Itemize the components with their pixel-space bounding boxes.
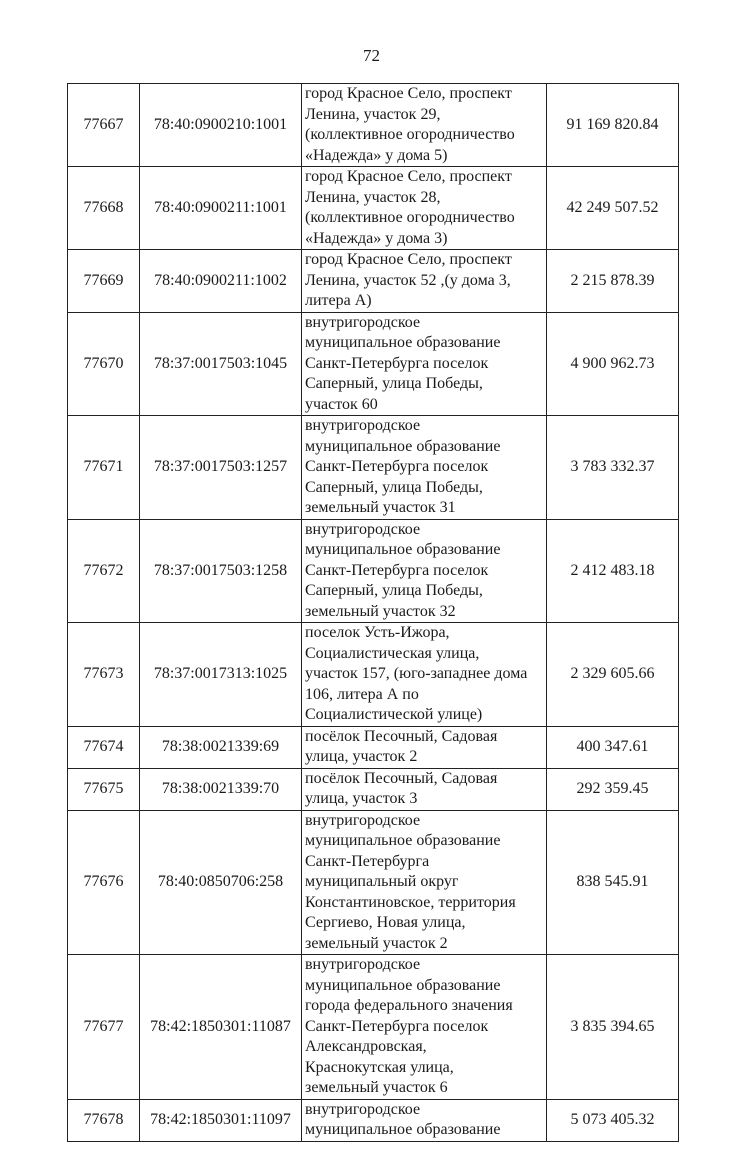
cadastral-value-cell: 3 783 332.37 bbox=[547, 416, 679, 520]
address-line: муниципальный округ bbox=[305, 873, 459, 890]
address-line: литера А) bbox=[305, 292, 372, 309]
cadastral-value-cell: 2 412 483.18 bbox=[547, 519, 679, 623]
address-line: город Красное Село, проспект bbox=[305, 85, 512, 102]
row-number-cell: 77673 bbox=[68, 623, 140, 727]
address-line: Ленина, участок 52 ,(у дома 3, bbox=[305, 271, 511, 289]
address-line: Саперный, улица Победы, bbox=[305, 375, 483, 392]
row-number-cell: 77678 bbox=[68, 1099, 140, 1141]
cadastral-number-cell: 78:38:0021339:70 bbox=[140, 768, 302, 810]
row-number-cell: 77668 bbox=[68, 167, 140, 250]
address-cell bbox=[302, 623, 547, 727]
row-number-cell: 77677 bbox=[68, 955, 140, 1100]
address-line: Сергиево, Новая улица, bbox=[305, 914, 466, 931]
registry-table bbox=[67, 83, 679, 1142]
address-line: город Красное Село, проспект bbox=[305, 251, 512, 268]
address-cell bbox=[302, 768, 547, 810]
address-line: муниципальное образование bbox=[305, 437, 501, 455]
address-line: города федерального значения bbox=[305, 997, 513, 1014]
address-line: Санкт-Петербурга поселок bbox=[305, 354, 489, 372]
row-number-cell: 77672 bbox=[68, 519, 140, 623]
cadastral-number-cell: 78:38:0021339:69 bbox=[140, 726, 302, 768]
address-cell bbox=[302, 1099, 547, 1141]
cadastral-value-cell: 2 329 605.66 bbox=[547, 623, 679, 727]
row-number-cell: 77676 bbox=[68, 810, 140, 955]
table-row bbox=[68, 810, 679, 955]
cadastral-number-cell: 78:42:1850301:11087 bbox=[140, 955, 302, 1100]
address-line: Ленина, участок 29, bbox=[305, 105, 441, 123]
cadastral-value-cell: 42 249 507.52 bbox=[547, 167, 679, 250]
address-line: внутригородское bbox=[305, 811, 421, 829]
row-number-cell: 77671 bbox=[68, 416, 140, 520]
cadastral-number-cell: 78:37:0017503:1258 bbox=[140, 519, 302, 623]
address-line: Александровская, bbox=[305, 1038, 427, 1055]
table-row bbox=[68, 84, 679, 167]
address-cell bbox=[302, 810, 547, 955]
registry-table-body bbox=[68, 84, 679, 1142]
address-line: внутригородское bbox=[305, 313, 421, 331]
cadastral-value-cell: 5 073 405.32 bbox=[547, 1099, 679, 1141]
cadastral-value-cell: 3 835 394.65 bbox=[547, 955, 679, 1100]
address-line: посёлок Песочный, Садовая bbox=[305, 769, 498, 787]
address-line: земельный участок 2 bbox=[305, 934, 448, 952]
address-line: внутригородское bbox=[305, 417, 421, 434]
address-line: муниципальное образование bbox=[305, 541, 501, 558]
table-row bbox=[68, 768, 679, 810]
address-line: Константиновское, территория bbox=[305, 893, 516, 911]
address-line: Санкт-Петербурга bbox=[305, 852, 430, 870]
cadastral-number-cell: 78:40:0900211:1001 bbox=[140, 167, 302, 250]
row-number-cell: 77674 bbox=[68, 726, 140, 768]
address-line: «Надежда» у дома 5) bbox=[305, 146, 448, 164]
address-line: внутригородское bbox=[305, 520, 421, 538]
address-line: (коллективное огородничество bbox=[305, 126, 515, 143]
cadastral-value-cell: 292 359.45 bbox=[547, 768, 679, 810]
table-row bbox=[68, 416, 679, 520]
address-line: Социалистической улице) bbox=[305, 706, 483, 723]
cadastral-value-cell: 2 215 878.39 bbox=[547, 250, 679, 313]
address-line: Краснокутская улица, bbox=[305, 1058, 454, 1076]
address-line: город Красное Село, проспект bbox=[305, 168, 512, 185]
address-line: улица, участок 3 bbox=[305, 790, 418, 807]
address-line: земельный участок 32 bbox=[305, 602, 456, 620]
table-row bbox=[68, 167, 679, 250]
cadastral-value-cell: 838 545.91 bbox=[547, 810, 679, 955]
address-cell bbox=[302, 726, 547, 768]
cadastral-number-cell: 78:37:0017503:1045 bbox=[140, 312, 302, 416]
address-line: «Надежда» у дома 3) bbox=[305, 229, 448, 247]
address-line: участок 157, (юго-западнее дома bbox=[305, 665, 528, 682]
cadastral-number-cell: 78:40:0850706:258 bbox=[140, 810, 302, 955]
row-number-cell: 77675 bbox=[68, 768, 140, 810]
address-line: внутригородское bbox=[305, 956, 421, 973]
table-row bbox=[68, 623, 679, 727]
cadastral-value-cell: 400 347.61 bbox=[547, 726, 679, 768]
address-line: улица, участок 2 bbox=[305, 748, 418, 765]
address-line: Социалистическая улица, bbox=[305, 644, 480, 662]
table-row bbox=[68, 726, 679, 768]
table-row bbox=[68, 1099, 679, 1141]
table-row bbox=[68, 312, 679, 416]
cadastral-number-cell: 78:37:0017313:1025 bbox=[140, 623, 302, 727]
address-line: земельный участок 31 bbox=[305, 499, 456, 516]
address-line: (коллективное огородничество bbox=[305, 209, 515, 226]
cadastral-number-cell: 78:37:0017503:1257 bbox=[140, 416, 302, 520]
address-line: Саперный, улица Победы, bbox=[305, 478, 483, 496]
address-line: поселок Усть-Ижора, bbox=[305, 624, 450, 641]
cadastral-value-cell: 91 169 820.84 bbox=[547, 84, 679, 167]
cadastral-number-cell: 78:42:1850301:11097 bbox=[140, 1099, 302, 1141]
row-number-cell: 77669 bbox=[68, 250, 140, 313]
row-number-cell: 77667 bbox=[68, 84, 140, 167]
address-line: Саперный, улица Победы, bbox=[305, 582, 483, 599]
address-line: муниципальное образование bbox=[305, 976, 501, 994]
table-row bbox=[68, 250, 679, 313]
page-number: 72 bbox=[363, 46, 380, 65]
address-line: Ленина, участок 28, bbox=[305, 188, 441, 206]
address-cell bbox=[302, 312, 547, 416]
cadastral-number-cell: 78:40:0900211:1002 bbox=[140, 250, 302, 313]
address-line: участок 60 bbox=[305, 395, 378, 413]
address-cell bbox=[302, 955, 547, 1100]
address-cell bbox=[302, 519, 547, 623]
address-cell bbox=[302, 250, 547, 313]
table-row bbox=[68, 955, 679, 1100]
cadastral-value-cell: 4 900 962.73 bbox=[547, 312, 679, 416]
address-cell bbox=[302, 167, 547, 250]
address-line: посёлок Песочный, Садовая bbox=[305, 727, 498, 745]
address-line: земельный участок 6 bbox=[305, 1079, 448, 1096]
address-line: муниципальное образование bbox=[305, 832, 501, 849]
address-cell bbox=[302, 416, 547, 520]
address-line: Санкт-Петербурга поселок bbox=[305, 561, 489, 579]
table-row bbox=[68, 519, 679, 623]
address-cell bbox=[302, 84, 547, 167]
address-line: Санкт-Петербурга поселок bbox=[305, 1017, 489, 1035]
cadastral-number-cell: 78:40:0900210:1001 bbox=[140, 84, 302, 167]
address-line: 106, литера А по bbox=[305, 685, 419, 703]
address-line: муниципальное образование bbox=[305, 334, 501, 351]
address-line: внутригородское bbox=[305, 1100, 421, 1118]
row-number-cell: 77670 bbox=[68, 312, 140, 416]
address-line: муниципальное образование bbox=[305, 1121, 501, 1138]
address-line: Санкт-Петербурга поселок bbox=[305, 458, 489, 475]
